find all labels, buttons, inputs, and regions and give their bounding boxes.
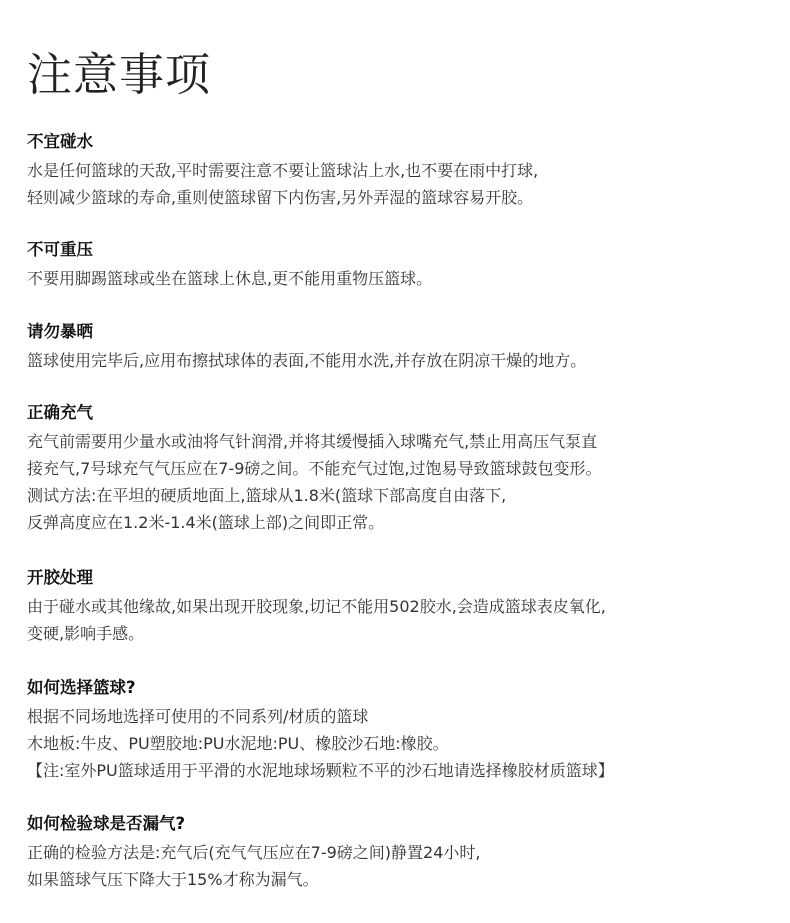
page-title: 注意事项 [27,48,212,101]
section-text-line: 根据不同场地选择可使用的不同系列/材质的篮球 [27,707,369,726]
section-text-line: 正确的检验方法是:充气后(充气气压应在7-9磅之间)静置24小时, [27,843,481,862]
section-text-line: 测试方法:在平坦的硬质地面上,篮球从1.8米(篮球下部高度自由落下, [27,486,507,505]
section-text-line: 轻则减少篮球的寿命,重则使篮球留下内伤害,另外弄湿的篮球容易开胶。 [27,188,534,207]
section-text-line: 接充气,7号球充气气压应在7-9磅之间。不能充气过饱,过饱易导致篮球鼓包变形。 [27,459,602,478]
section-heading: 请勿暴晒 [27,322,93,341]
section-text-line: 【注:室外PU篮球适用于平滑的水泥地球场颗粒不平的沙石地请选择橡胶材质篮球】 [27,761,614,780]
section-text-line: 水是任何篮球的天敌,平时需要注意不要让篮球沾上水,也不要在雨中打球, [27,161,539,180]
section-heading: 如何选择篮球? [27,678,136,697]
section-heading: 正确充气 [27,403,93,422]
section-choose-basketball [27,676,772,784]
section-leak-check [27,812,772,893]
section-heading: 不可重压 [27,240,93,259]
section-text-line: 如果篮球气压下降大于15%才称为漏气。 [27,870,319,889]
section-heading: 开胶处理 [27,568,93,587]
section-text-line: 反弹高度应在1.2米-1.4米(篮球上部)之间即正常。 [27,513,385,532]
section-text-line: 木地板:牛皮、PU塑胶地:PU水泥地:PU、橡胶沙石地:橡胶。 [27,734,449,753]
section-text-line: 不要用脚踢篮球或坐在篮球上休息,更不能用重物压篮球。 [27,269,433,288]
section-avoid-water [27,130,772,211]
section-text-line: 充气前需要用少量水或油将气针润滑,并将其缓慢插入球嘴充气,禁止用高压气泵直 [27,432,598,451]
section-no-heavy-pressure [27,238,772,292]
section-no-sun-exposure [27,320,772,374]
section-text-line: 由于碰水或其他缘故,如果出现开胶现象,切记不能用502胶水,会造成篮球表皮氧化, [27,597,606,616]
section-heading: 不宜碰水 [27,132,93,151]
section-text-line: 变硬,影响手感。 [27,624,145,643]
section-text-line: 篮球使用完毕后,应用布擦拭球体的表面,不能用水洗,并存放在阴凉干燥的地方。 [27,351,587,370]
section-heading: 如何检验球是否漏气? [27,814,186,833]
section-correct-inflation [27,401,772,536]
section-glue-repair [27,566,772,647]
